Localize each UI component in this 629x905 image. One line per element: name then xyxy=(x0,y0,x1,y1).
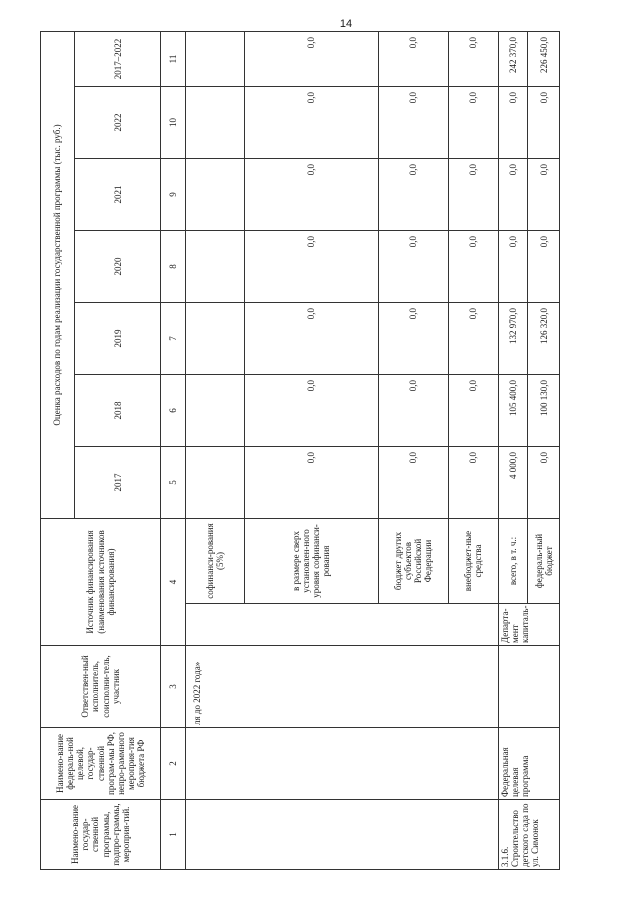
value-cell: 0,0 xyxy=(244,302,378,374)
value-cell xyxy=(186,230,245,302)
value-cell: 132 970,0 xyxy=(498,302,527,374)
header-year: 2017 xyxy=(74,446,160,518)
value-cell: 0,0 xyxy=(378,446,448,518)
value-cell: 0,0 xyxy=(448,302,498,374)
rotated-table-wrapper xyxy=(40,32,560,870)
value-cell: 0,0 xyxy=(448,31,498,86)
value-cell: 0,0 xyxy=(448,230,498,302)
funding-source-label: федераль-ный бюджет xyxy=(528,518,560,603)
header-year: 2017–2022 xyxy=(74,31,160,86)
value-cell xyxy=(186,446,245,518)
column-number-row xyxy=(161,31,186,869)
header-program-name: Наимено-вание государ-ственной программы, подпро-граммы, мероприя-тий. xyxy=(41,800,161,870)
column-number: 3 xyxy=(161,646,186,728)
header-executor: Ответствен-ный исполнитель, соисполни-тель, участник xyxy=(41,646,161,728)
column-number: 1 xyxy=(161,800,186,870)
header-year: 2018 xyxy=(74,374,160,446)
value-cell: 0,0 xyxy=(528,230,560,302)
value-cell: 0,0 xyxy=(448,374,498,446)
header-year: 2021 xyxy=(74,158,160,230)
header-row-top xyxy=(41,31,75,869)
continued-program-cell xyxy=(186,728,499,800)
funding-source-label: софинанси-рования (5%) xyxy=(186,518,245,603)
value-cell: 0,0 xyxy=(244,374,378,446)
value-cell: 0,0 xyxy=(498,158,527,230)
column-number: 7 xyxy=(161,302,186,374)
value-cell: 0,0 xyxy=(244,158,378,230)
table-row xyxy=(186,31,245,869)
item-program: Федеральная целевая программа xyxy=(498,728,559,800)
header-funding-source: Источник финансирования (наименования источников финансирования) xyxy=(41,518,161,645)
funding-source-label: внебюджет-ные средства xyxy=(448,518,498,603)
value-cell: 0,0 xyxy=(378,158,448,230)
value-cell: 0,0 xyxy=(378,31,448,86)
value-cell: 0,0 xyxy=(244,86,378,158)
page-number: 14 xyxy=(339,18,353,30)
value-cell: 0,0 xyxy=(448,158,498,230)
value-cell: 0,0 xyxy=(378,374,448,446)
header-estimate: Оценка расходов по годам реализации государственной программы (тыс. руб.) xyxy=(41,31,75,518)
value-cell: 0,0 xyxy=(378,86,448,158)
item-name: 3.1.6. Строительство детского сада по ул. Симонок xyxy=(498,800,559,870)
value-cell: 0,0 xyxy=(528,158,560,230)
value-cell xyxy=(186,374,245,446)
value-cell: 126 320,0 xyxy=(528,302,560,374)
value-cell: 105 400,0 xyxy=(498,374,527,446)
value-cell: 0,0 xyxy=(448,446,498,518)
funding-source-label: в размере сверх установлен-ного уровня софинанси-рования xyxy=(244,518,378,603)
value-cell: 4 000,0 xyxy=(498,446,527,518)
value-cell: 0,0 xyxy=(244,446,378,518)
funding-source-label: бюджет других субъектов Российской Федерации xyxy=(378,518,448,603)
header-year: 2020 xyxy=(74,230,160,302)
value-cell: 0,0 xyxy=(528,446,560,518)
value-cell: 0,0 xyxy=(244,230,378,302)
value-cell xyxy=(186,158,245,230)
value-cell: 0,0 xyxy=(378,302,448,374)
value-cell xyxy=(186,31,245,86)
value-cell: 0,0 xyxy=(378,230,448,302)
column-number: 10 xyxy=(161,86,186,158)
value-cell: 226 450,0 xyxy=(528,31,560,86)
column-number: 8 xyxy=(161,230,186,302)
budget-table xyxy=(40,31,560,870)
value-cell: 0,0 xyxy=(498,230,527,302)
value-cell xyxy=(186,86,245,158)
item-executor-empty xyxy=(498,646,559,728)
column-number: 5 xyxy=(161,446,186,518)
value-cell: 100 130,0 xyxy=(528,374,560,446)
value-cell: 0,0 xyxy=(448,86,498,158)
value-cell xyxy=(186,302,245,374)
table-row xyxy=(498,31,527,869)
header-year: 2022 xyxy=(74,86,160,158)
header-year: 2019 xyxy=(74,302,160,374)
value-cell: 0,0 xyxy=(498,86,527,158)
column-number: 2 xyxy=(161,728,186,800)
continued-executor-cell: ля до 2022 года» xyxy=(186,646,499,728)
value-cell: 0,0 xyxy=(244,31,378,86)
header-federal-program: Наимено-вание федераль-ной целевой, государ-ственной програм-мы РФ, непро-раммного мероприя-тия бюджета РФ xyxy=(41,728,161,800)
item-executor: Департа-мент капиталь- xyxy=(498,604,559,646)
funding-source-label: всего, в т. ч.: xyxy=(498,518,527,603)
value-cell: 242 370,0 xyxy=(498,31,527,86)
column-number: 6 xyxy=(161,374,186,446)
continued-name-cell xyxy=(186,800,499,870)
column-number: 4 xyxy=(161,518,186,645)
column-number: 11 xyxy=(161,31,186,86)
column-number: 9 xyxy=(161,158,186,230)
continued-executor-sub-cell xyxy=(186,604,499,646)
value-cell: 0,0 xyxy=(528,86,560,158)
